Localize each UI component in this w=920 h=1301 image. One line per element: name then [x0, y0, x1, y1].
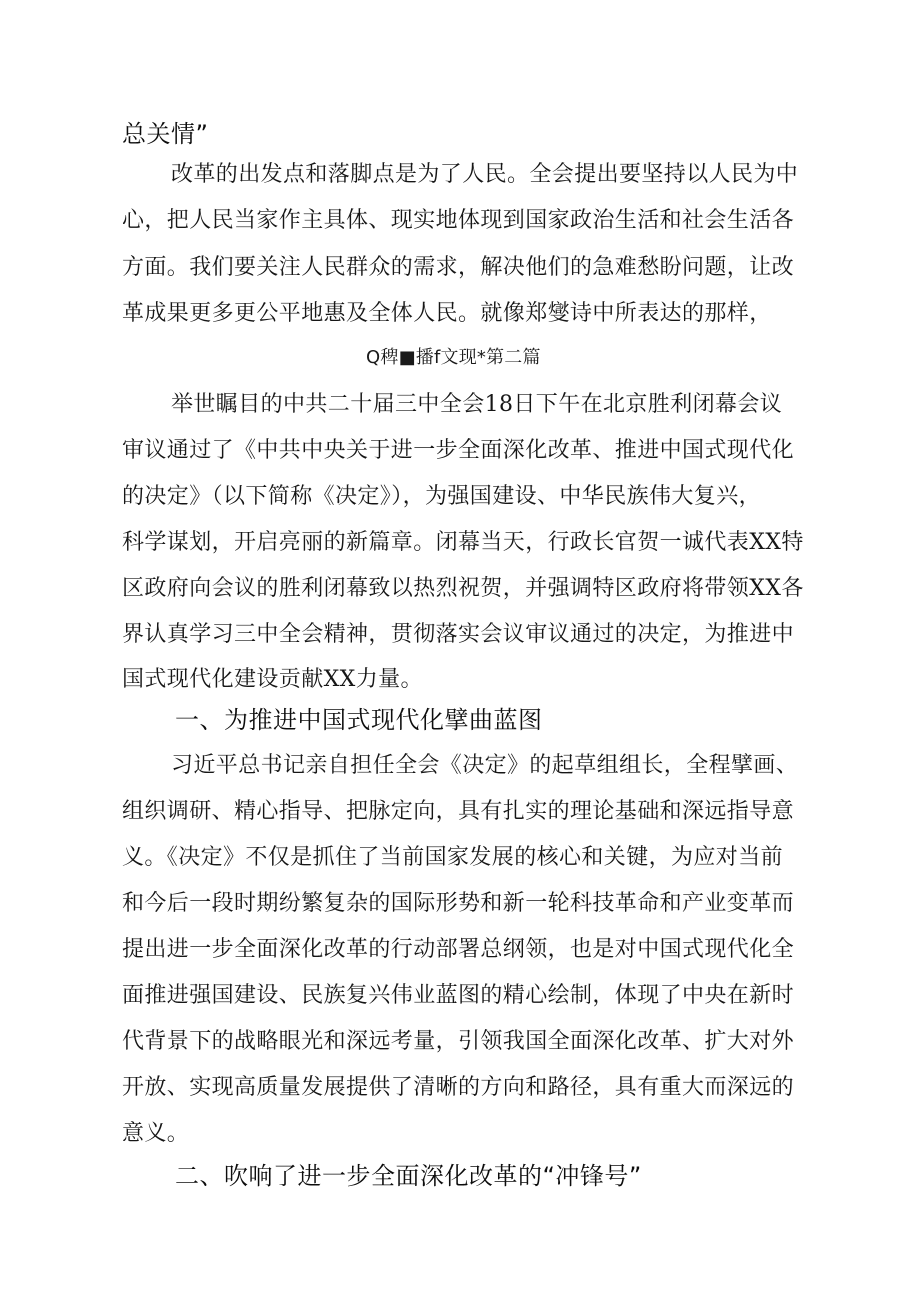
continued-heading-fragment: 总关情”: [122, 120, 209, 148]
section-heading-1: 一、为推进中国式现代化擘曲蓝图: [175, 706, 543, 734]
paragraph-line: 义。《决定》不仅是抓住了当前国家发展的核心和关键，为应对当前: [122, 845, 784, 870]
paragraph-line: 心，把人民当家作主具体、现实地体现到国家政治生活和社会生活各: [122, 208, 795, 233]
paragraph-line: 举世瞩目的中共二十届三中全会18日下午在北京胜利闭幕会议: [171, 392, 783, 417]
paragraph-line: 革成果更多更公平地惠及全体人民。就像郑燮诗中所表达的那样，: [122, 301, 772, 326]
paragraph-line: 面推进强国建设、民族复兴伟业蓝图的精心绘制，体现了中央在新时: [122, 983, 795, 1008]
paragraph-line: 区政府向会议的胜利闭幕致以热烈祝贺，并强调特区政府将带领XX各: [122, 576, 804, 601]
paragraph-line: 国式现代化建设贡献XX力量。: [122, 667, 423, 692]
paragraph-line: 科学谋划，开启亮丽的新篇章。闭幕当天，行政长官贺一诚代表XX特: [122, 530, 804, 555]
paragraph-line: 的决定》（以下简称《决定》），为强国建设、中华民族伟大复兴，: [122, 484, 762, 509]
paragraph-line: 和今后一段时期纷繁复杂的国际形势和新一轮科技革命和产业变革而: [122, 891, 795, 916]
paragraph-line: 改革的出发点和落脚点是为了人民。全会提出要坚持以人民为中: [171, 162, 799, 187]
article-subtitle: Q稗■播f文现*第二篇: [366, 347, 541, 368]
paragraph-line: 审议通过了《中共中央关于进一步全面深化改革、推进中国式现代化: [122, 438, 795, 463]
paragraph-line: 意义。: [122, 1121, 190, 1146]
section-heading-2: 二、吹响了进一步全面深化改革的“冲锋号”: [175, 1162, 642, 1190]
paragraph-line: 方面。我们要关注人民群众的需求，解决他们的急难愁盼问题，让改: [122, 255, 795, 280]
paragraph-line: 界认真学习三中全会精神，贯彻落实会议审议通过的决定，为推进中: [122, 622, 795, 647]
paragraph-line: 组织调研、精心指导、把脉定向，具有扎实的理论基础和深远指导意: [122, 799, 795, 824]
paragraph-line: 习近平总书记亲自担任全会《决定》的起草组组长，全程擘画、: [171, 753, 799, 778]
paragraph-line: 开放、实现高质量发展提供了清晰的方向和路径，具有重大而深远的: [122, 1075, 795, 1100]
paragraph-line: 提出进一步全面深化改革的行动部署总纲领，也是对中国式现代化全: [122, 937, 795, 962]
paragraph-line: 代背景下的战略眼光和深远考量，引领我国全面深化改革、扩大对外: [122, 1029, 795, 1054]
